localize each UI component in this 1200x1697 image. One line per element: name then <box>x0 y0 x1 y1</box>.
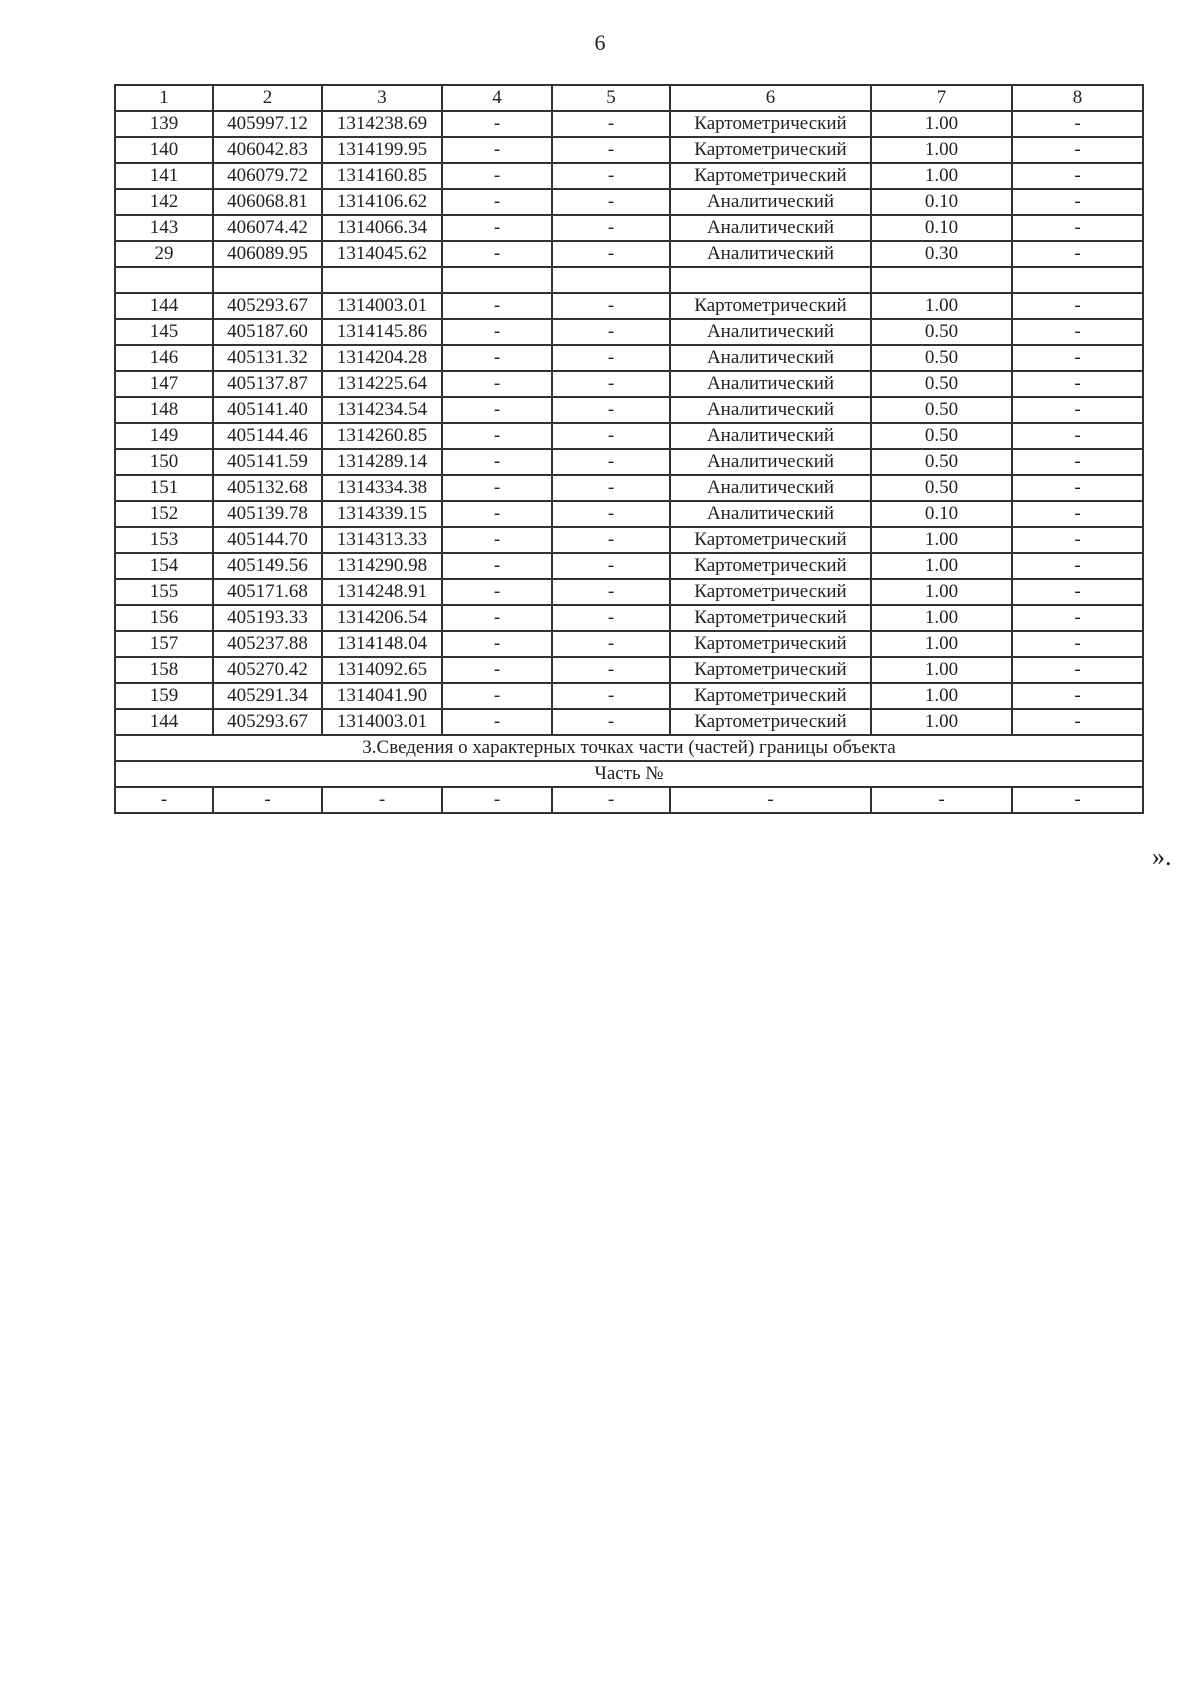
table-cell: Аналитический <box>670 215 871 241</box>
table-row <box>115 137 1143 163</box>
table-cell: Картометрический <box>670 137 871 163</box>
table-cell: 1314092.65 <box>322 657 442 683</box>
table-cell: - <box>552 527 670 553</box>
table-cell: - <box>442 189 552 215</box>
table-cell <box>115 267 213 293</box>
table-cell: 152 <box>115 501 213 527</box>
table-cell: Аналитический <box>670 241 871 267</box>
table-cell: Картометрический <box>670 293 871 319</box>
table-row <box>115 475 1143 501</box>
table-cell: 405141.59 <box>213 449 322 475</box>
table-cell: 405187.60 <box>213 319 322 345</box>
table-cell: 1314066.34 <box>322 215 442 241</box>
table-cell: 405149.56 <box>213 553 322 579</box>
table-cell: 1314199.95 <box>322 137 442 163</box>
table-cell: 405293.67 <box>213 293 322 319</box>
table-cell: Картометрический <box>670 111 871 137</box>
table-row <box>115 345 1143 371</box>
table-cell: Картометрический <box>670 527 871 553</box>
table-cell: - <box>1012 371 1143 397</box>
table-cell: 1.00 <box>871 163 1012 189</box>
table-cell: 1314313.33 <box>322 527 442 553</box>
table-row <box>115 709 1143 735</box>
table-row <box>115 215 1143 241</box>
table-cell: - <box>1012 397 1143 423</box>
table-cell: - <box>1012 241 1143 267</box>
table-cell: 0.50 <box>871 475 1012 501</box>
table-cell: 153 <box>115 527 213 553</box>
table-row <box>115 553 1143 579</box>
table-row <box>115 241 1143 267</box>
table-cell: 29 <box>115 241 213 267</box>
table-cell: 1.00 <box>871 293 1012 319</box>
table-cell: 141 <box>115 163 213 189</box>
table-cell: 5 <box>552 85 670 111</box>
table-cell: 406042.83 <box>213 137 322 163</box>
table-cell <box>1012 267 1143 293</box>
table-cell: 1314290.98 <box>322 553 442 579</box>
table-cell: 4 <box>442 85 552 111</box>
table-cell: Аналитический <box>670 371 871 397</box>
table-cell: Картометрический <box>670 631 871 657</box>
table-cell: 156 <box>115 605 213 631</box>
part-label-row-text: Часть № <box>115 761 1143 787</box>
table-cell: 1.00 <box>871 683 1012 709</box>
table-cell: 1.00 <box>871 579 1012 605</box>
table-row <box>115 111 1143 137</box>
table-cell: - <box>552 709 670 735</box>
table-cell: 1314206.54 <box>322 605 442 631</box>
table-cell: - <box>1012 605 1143 631</box>
table-cell: 1314260.85 <box>322 423 442 449</box>
table-cell <box>442 267 552 293</box>
table-cell: 1314148.04 <box>322 631 442 657</box>
table-cell: Картометрический <box>670 553 871 579</box>
table-cell: - <box>1012 293 1143 319</box>
table-cell: 405997.12 <box>213 111 322 137</box>
table-cell: 0.30 <box>871 241 1012 267</box>
table-cell: - <box>552 163 670 189</box>
table-cell: - <box>552 787 670 813</box>
table-cell: - <box>1012 475 1143 501</box>
table-row <box>115 631 1143 657</box>
page-number: 6 <box>594 30 606 55</box>
table-cell: 1.00 <box>871 527 1012 553</box>
table-cell: 159 <box>115 683 213 709</box>
table-cell: Аналитический <box>670 449 871 475</box>
table-cell: - <box>1012 319 1143 345</box>
table-cell: 1314106.62 <box>322 189 442 215</box>
table-cell: 146 <box>115 345 213 371</box>
table-cell: - <box>552 241 670 267</box>
table-cell: - <box>1012 579 1143 605</box>
table-cell: - <box>1012 423 1143 449</box>
table-row <box>115 579 1143 605</box>
table-cell: 1314041.90 <box>322 683 442 709</box>
table-cell: 405141.40 <box>213 397 322 423</box>
table-cell: - <box>552 345 670 371</box>
table-cell: - <box>442 319 552 345</box>
table-cell: Картометрический <box>670 709 871 735</box>
table-cell: 1314339.15 <box>322 501 442 527</box>
table-cell: 406079.72 <box>213 163 322 189</box>
table-cell: 0.10 <box>871 215 1012 241</box>
table-cell <box>552 267 670 293</box>
table-cell: 405237.88 <box>213 631 322 657</box>
table-cell: - <box>1012 345 1143 371</box>
table-cell: 1.00 <box>871 553 1012 579</box>
table-cell: - <box>442 215 552 241</box>
table-cell: 1314238.69 <box>322 111 442 137</box>
table-cell: 151 <box>115 475 213 501</box>
table-cell: - <box>552 371 670 397</box>
table-cell: - <box>1012 553 1143 579</box>
table-cell: Аналитический <box>670 501 871 527</box>
table-cell: - <box>442 605 552 631</box>
table-cell: Картометрический <box>670 605 871 631</box>
table-cell: 148 <box>115 397 213 423</box>
table-cell: 139 <box>115 111 213 137</box>
table-cell: 2 <box>213 85 322 111</box>
table-cell: - <box>442 345 552 371</box>
table-cell: 158 <box>115 657 213 683</box>
table-cell: - <box>1012 683 1143 709</box>
table-cell: - <box>552 475 670 501</box>
table-row <box>115 605 1143 631</box>
table-cell: 144 <box>115 293 213 319</box>
table-cell: - <box>1012 787 1143 813</box>
table-cell: - <box>1012 111 1143 137</box>
table-row <box>115 501 1143 527</box>
table-cell: 140 <box>115 137 213 163</box>
table-cell: 0.50 <box>871 371 1012 397</box>
table-cell: 154 <box>115 553 213 579</box>
table-cell: - <box>1012 215 1143 241</box>
table-cell: - <box>442 371 552 397</box>
table-cell: - <box>442 709 552 735</box>
table-header-row <box>115 85 1143 111</box>
table-cell: - <box>442 501 552 527</box>
table-cell: - <box>552 553 670 579</box>
table-cell <box>871 267 1012 293</box>
table-cell: 150 <box>115 449 213 475</box>
table-cell: 405144.46 <box>213 423 322 449</box>
table-cell: 1.00 <box>871 111 1012 137</box>
table-row <box>115 371 1143 397</box>
table-cell: Аналитический <box>670 397 871 423</box>
empty-part-row <box>115 787 1143 813</box>
table-row <box>115 527 1143 553</box>
table-cell: - <box>1012 449 1143 475</box>
table-cell: 406068.81 <box>213 189 322 215</box>
table-cell: 144 <box>115 709 213 735</box>
table-cell: 1314289.14 <box>322 449 442 475</box>
table-cell <box>670 267 871 293</box>
table-row <box>115 293 1143 319</box>
table-cell: - <box>442 579 552 605</box>
table-cell: 405132.68 <box>213 475 322 501</box>
table-cell: - <box>442 423 552 449</box>
table-cell: 1.00 <box>871 605 1012 631</box>
table-cell: - <box>552 423 670 449</box>
table-cell: 143 <box>115 215 213 241</box>
table-cell: - <box>552 449 670 475</box>
table-cell: - <box>442 683 552 709</box>
table-cell: Аналитический <box>670 189 871 215</box>
table-cell: Аналитический <box>670 475 871 501</box>
table-cell: 0.50 <box>871 423 1012 449</box>
table-cell: 405137.87 <box>213 371 322 397</box>
table-cell: - <box>552 631 670 657</box>
table-cell <box>213 267 322 293</box>
empty-separator-row <box>115 267 1143 293</box>
table-cell: - <box>552 189 670 215</box>
table-cell: 1 <box>115 85 213 111</box>
table-cell: - <box>442 553 552 579</box>
table-cell: 0.10 <box>871 501 1012 527</box>
table-cell: - <box>552 605 670 631</box>
table-cell <box>322 267 442 293</box>
table-cell: - <box>552 579 670 605</box>
table-cell: - <box>1012 631 1143 657</box>
table-cell: - <box>115 787 213 813</box>
table-cell: - <box>1012 527 1143 553</box>
table-row <box>115 163 1143 189</box>
table-cell: - <box>1012 137 1143 163</box>
section3-title-row-text: 3.Сведения о характерных точках части (частей) границы объекта <box>115 735 1143 761</box>
table-cell: - <box>442 449 552 475</box>
table-cell: - <box>552 501 670 527</box>
table-row <box>115 319 1143 345</box>
table-cell: - <box>442 397 552 423</box>
table-row <box>115 189 1143 215</box>
table-cell: Картометрический <box>670 579 871 605</box>
table-cell: 147 <box>115 371 213 397</box>
table-cell: 155 <box>115 579 213 605</box>
table-cell: 1314204.28 <box>322 345 442 371</box>
table-cell: 1314160.85 <box>322 163 442 189</box>
table-cell: 1.00 <box>871 657 1012 683</box>
table-cell: Аналитический <box>670 423 871 449</box>
table-cell: - <box>442 241 552 267</box>
table-cell: - <box>552 683 670 709</box>
table-cell: 405270.42 <box>213 657 322 683</box>
table-cell: - <box>1012 163 1143 189</box>
table-cell: 405131.32 <box>213 345 322 371</box>
table-cell: - <box>552 657 670 683</box>
table-cell: - <box>1012 501 1143 527</box>
table-cell: 1314225.64 <box>322 371 442 397</box>
table-cell: 1.00 <box>871 137 1012 163</box>
part-label-row <box>115 761 1143 787</box>
table-cell: - <box>871 787 1012 813</box>
table-cell: 157 <box>115 631 213 657</box>
table-cell: - <box>552 397 670 423</box>
table-cell: 405171.68 <box>213 579 322 605</box>
table-cell: - <box>552 319 670 345</box>
table-cell: 1.00 <box>871 709 1012 735</box>
table-cell: - <box>670 787 871 813</box>
section3-title-row <box>115 735 1143 761</box>
table-cell: 7 <box>871 85 1012 111</box>
table-cell: Картометрический <box>670 163 871 189</box>
table-cell: Картометрический <box>670 683 871 709</box>
table-row <box>115 397 1143 423</box>
table-cell: 3 <box>322 85 442 111</box>
table-cell: 406074.42 <box>213 215 322 241</box>
table-cell: - <box>213 787 322 813</box>
table-cell: Аналитический <box>670 345 871 371</box>
table-cell: - <box>442 163 552 189</box>
table-cell: 0.10 <box>871 189 1012 215</box>
table-cell: 1314003.01 <box>322 293 442 319</box>
table-cell: - <box>552 293 670 319</box>
table-cell: 406089.95 <box>213 241 322 267</box>
table-cell: - <box>442 527 552 553</box>
table-cell: 405193.33 <box>213 605 322 631</box>
table-cell: - <box>1012 657 1143 683</box>
table-cell: 1314145.86 <box>322 319 442 345</box>
table-row <box>115 683 1143 709</box>
table-cell: 1314248.91 <box>322 579 442 605</box>
table-cell: 405293.67 <box>213 709 322 735</box>
table-cell: - <box>1012 709 1143 735</box>
table-cell: 6 <box>670 85 871 111</box>
table-cell: Аналитический <box>670 319 871 345</box>
table-cell: 142 <box>115 189 213 215</box>
table-cell: - <box>552 137 670 163</box>
table-cell: - <box>552 111 670 137</box>
table-row <box>115 449 1143 475</box>
table-cell: - <box>442 137 552 163</box>
table-cell: 0.50 <box>871 449 1012 475</box>
table-cell: - <box>552 215 670 241</box>
table-cell: 0.50 <box>871 319 1012 345</box>
table-cell: - <box>442 657 552 683</box>
table-cell: 1314334.38 <box>322 475 442 501</box>
table-cell: 405144.70 <box>213 527 322 553</box>
table-cell: 1.00 <box>871 631 1012 657</box>
table-cell: 0.50 <box>871 397 1012 423</box>
table-row <box>115 657 1143 683</box>
table-cell: - <box>322 787 442 813</box>
table-cell: 1314045.62 <box>322 241 442 267</box>
table-cell: - <box>442 293 552 319</box>
table-cell: 145 <box>115 319 213 345</box>
table-cell: 1314003.01 <box>322 709 442 735</box>
table-cell: 1314234.54 <box>322 397 442 423</box>
table-row <box>115 423 1143 449</box>
table-cell: - <box>442 787 552 813</box>
closing-quote-mark: ». <box>1152 842 1172 871</box>
table-cell: - <box>442 475 552 501</box>
table-cell: - <box>1012 189 1143 215</box>
table-cell: Картометрический <box>670 657 871 683</box>
boundary-points-table <box>114 84 1144 814</box>
table-cell: 8 <box>1012 85 1143 111</box>
table-cell: 149 <box>115 423 213 449</box>
table-cell: 405291.34 <box>213 683 322 709</box>
table-cell: - <box>442 631 552 657</box>
table-cell: - <box>442 111 552 137</box>
table-cell: 0.50 <box>871 345 1012 371</box>
table-cell: 405139.78 <box>213 501 322 527</box>
